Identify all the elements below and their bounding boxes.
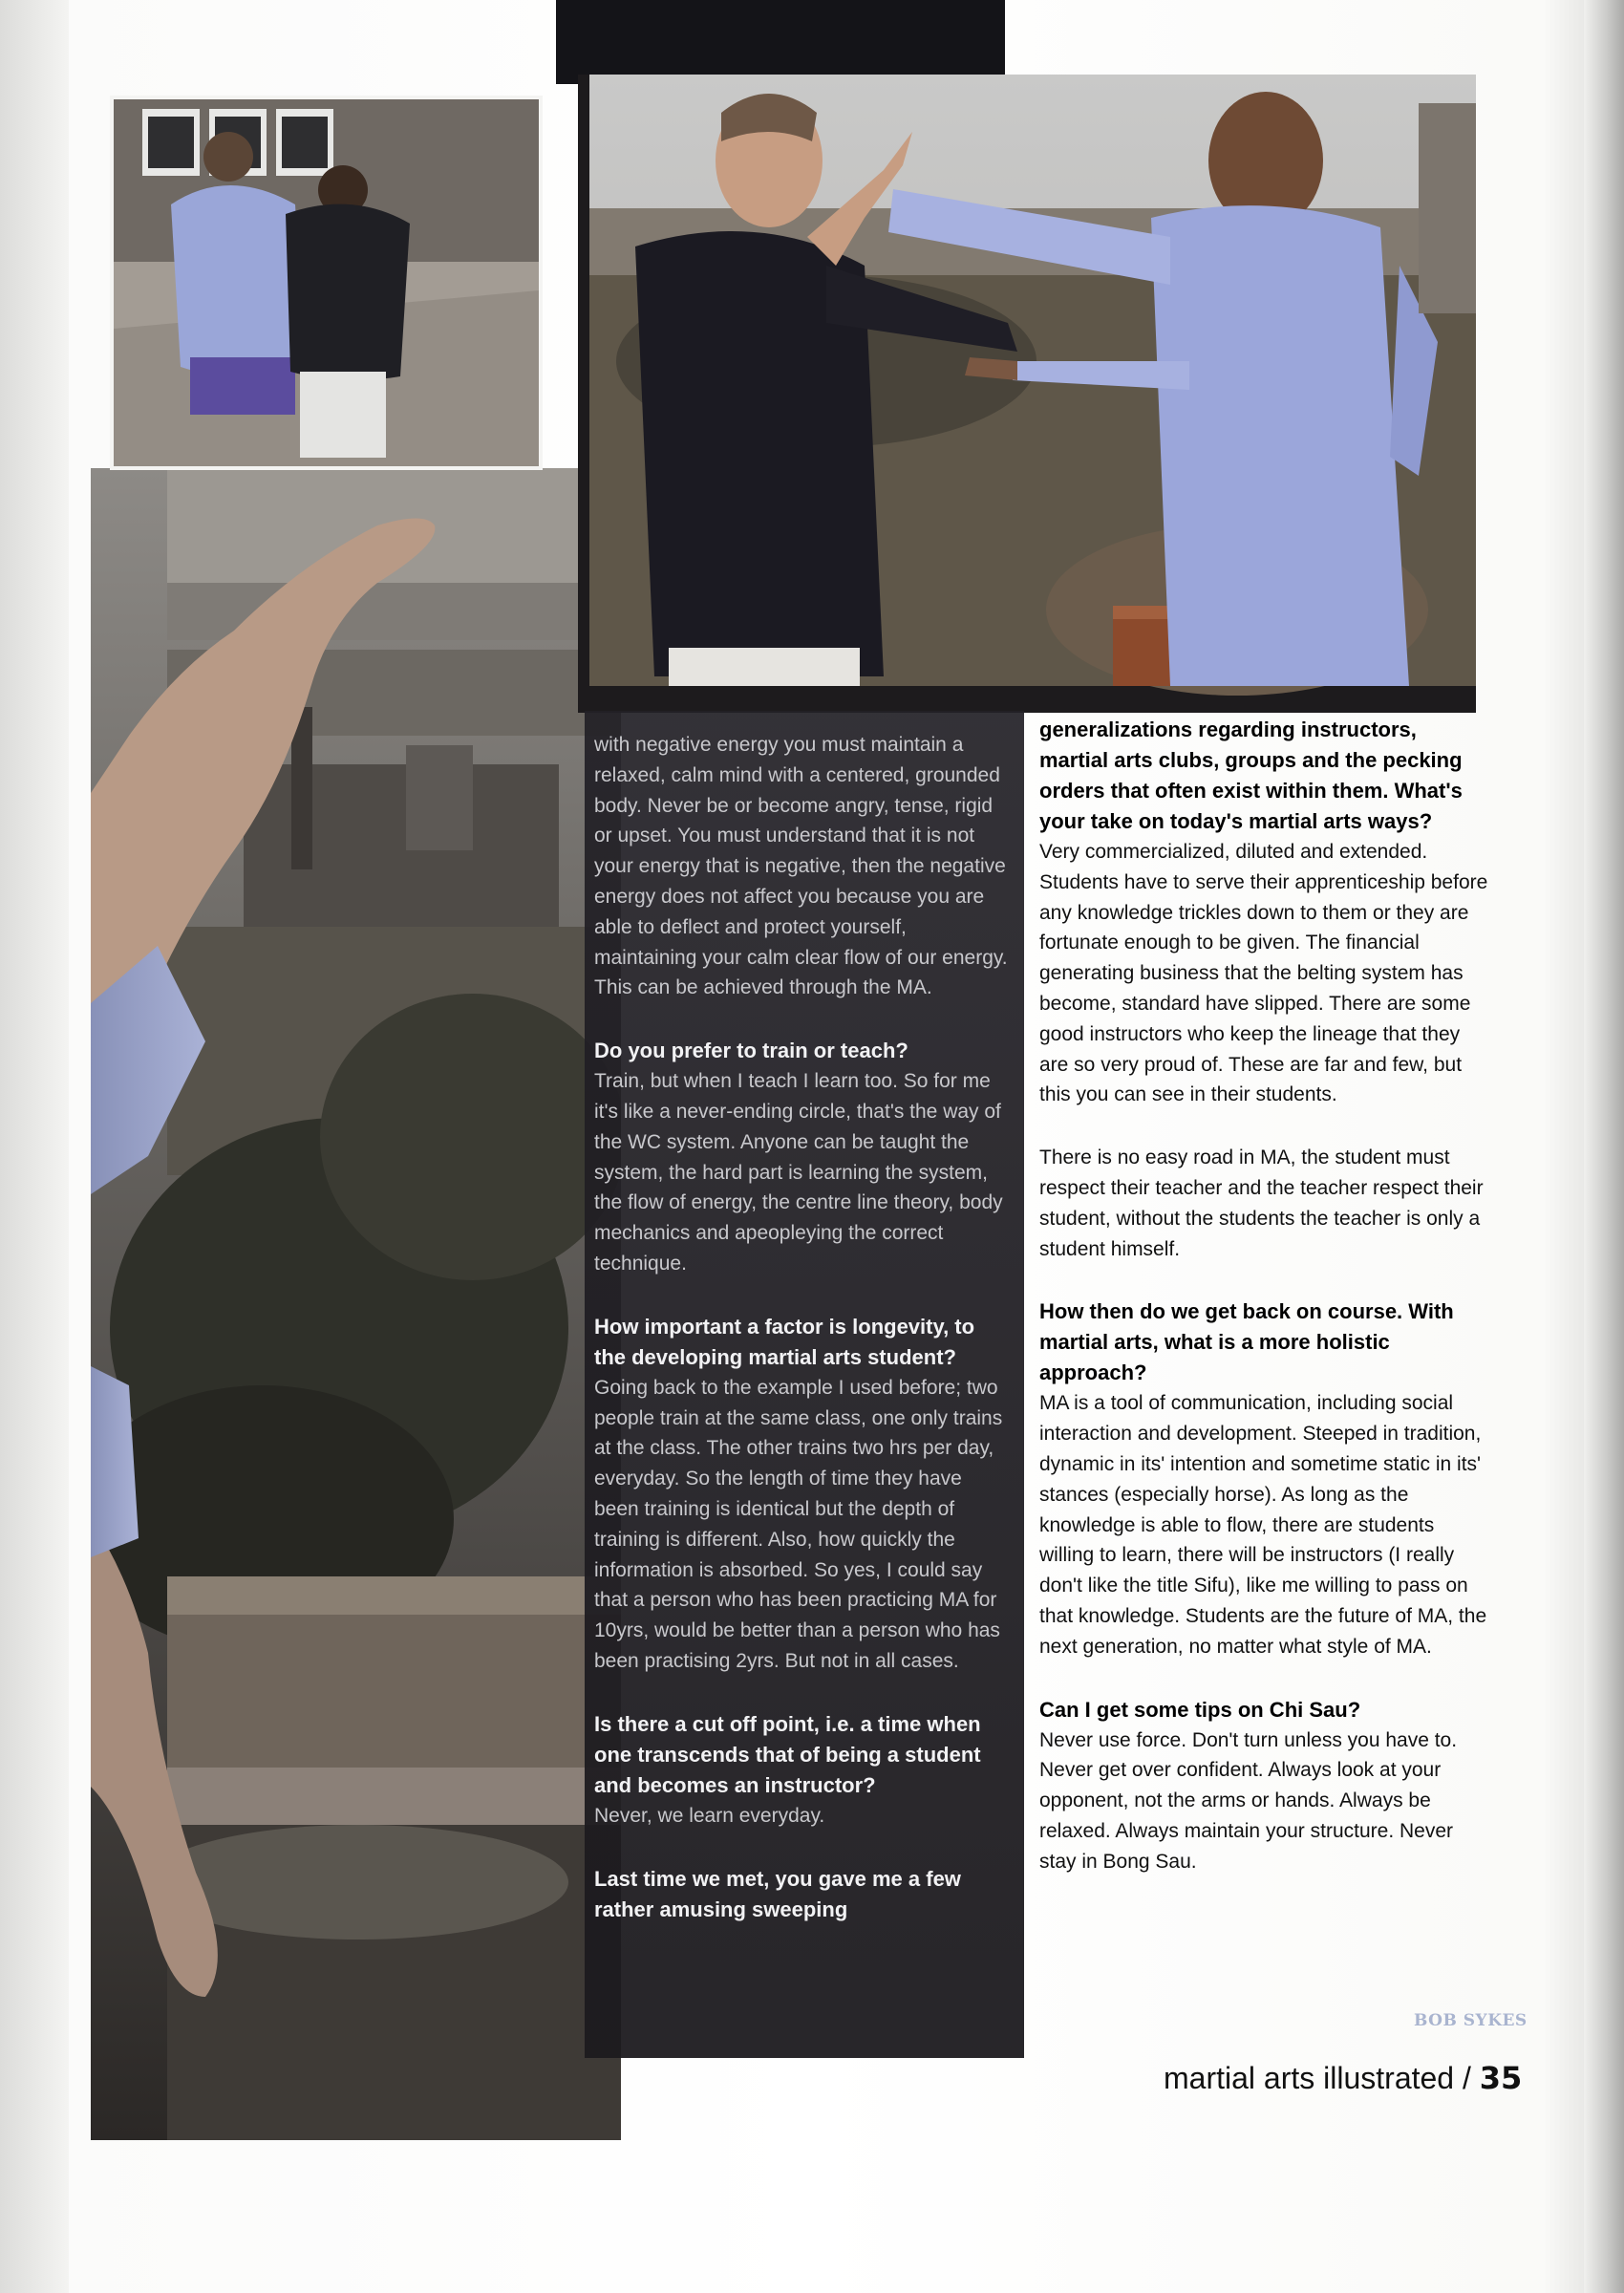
photo-credit: BOB SYKES (1414, 2011, 1528, 2030)
answer-text: Never use force. Don't turn unless you have to. Never get over confident. Always look at your opponent, not the arms or hands. Always be relaxed. Always maintain your structure. Never stay in Bong Sau. (1039, 1728, 1458, 1873)
magazine-name: martial arts illustrated / (1164, 2061, 1480, 2095)
chi-sau-practice-photo (578, 75, 1476, 713)
page-footer (1164, 2060, 1522, 2096)
answer-text: with negative energy you must maintain a relaxed, calm mind with a centered, grounded body. Never be or become angry, tense, rigid or upset. You must understand that it is not your energy that is negative, then the negative energy does not affect you because you are able to deflect and protect yourself, maintaining your calm clear flow of our energy. This can be achieved through the MA. (594, 734, 1008, 999)
answer-text: Very commercialized, diluted and extended. Students have to serve their apprenticeship before any knowledge trickles down to them or they are fortunate enough to be given. The financial generating business that the belting system has become, standard have slipped. There are some good instructors who keep the lineage that they are so very proud of. These are far and few, but this you can see in their students. (1039, 841, 1488, 1106)
question-heading: Is there a cut off point, i.e. a time when one transcends that of being a student and becomes an instructor? (594, 1711, 981, 1797)
page-spine-shadow (1584, 0, 1624, 2293)
question-heading: Can I get some tips on Chi Sau? (1039, 1697, 1361, 1722)
question-heading: generalizations regarding instructors, martial arts clubs, groups and the pecking orders that often exist within them. What's your take on today's martial arts ways? (1039, 718, 1463, 833)
page-number: 35 (1479, 2060, 1523, 2096)
question-heading: How important a factor is longevity, to the developing martial arts student? (594, 1314, 975, 1369)
collage-hand-landscape-photo (91, 468, 621, 2140)
question-heading: Do you prefer to train or teach? (594, 1039, 908, 1063)
answer-text: There is no easy road in MA, the student must respect their teacher and the teacher respect their student, without the students the teacher is only a student himself. (1039, 1146, 1484, 1260)
answer-text: Never, we learn everyday. (594, 1804, 825, 1827)
answer-text: Train, but when I teach I learn too. So for me it's like a never-ending circle, that's the way of the WC system. Anyone can be taught the system, the hard part is learning the system, the flow of energy, the centre line theory, body mechanics and apeopleying the correct technique. (594, 1070, 1003, 1275)
question-heading: How then do we get back on course. With martial arts, what is a more holistic approach? (1039, 1299, 1454, 1385)
article-column-right (1039, 715, 1488, 1910)
two-men-training-courtyard-photo (110, 96, 543, 470)
article-column-left (594, 730, 1011, 1925)
question-heading: Last time we met, you gave me a few rather amusing sweeping (594, 1866, 961, 1921)
page-left-edge (0, 0, 69, 2293)
answer-text: Going back to the example I used before; two people train at the same class, one only trains at the class. The other trains two hrs per day, everyday. So the length of time they have been training is identical but the depth of training is different. Also, how quickly the information is absorbed. So yes, I could say that a person who has been practicing MA for 10yrs, would be better than a person who has been practising 2yrs. But not in all cases. (594, 1376, 1003, 1672)
top-dark-band (556, 0, 1005, 84)
answer-text: MA is a tool of communication, including social interaction and development. Steeped in tradition, dynamic in its' intention and sometime static in its' stances (especially horse). As long as the knowledge is able to flow, there are students willing to learn, there will be instructors (I really don't like the title Sifu), like me willing to pass on that knowledge. Students are the future of MA, the next generation, no matter what style of MA. (1039, 1392, 1487, 1658)
